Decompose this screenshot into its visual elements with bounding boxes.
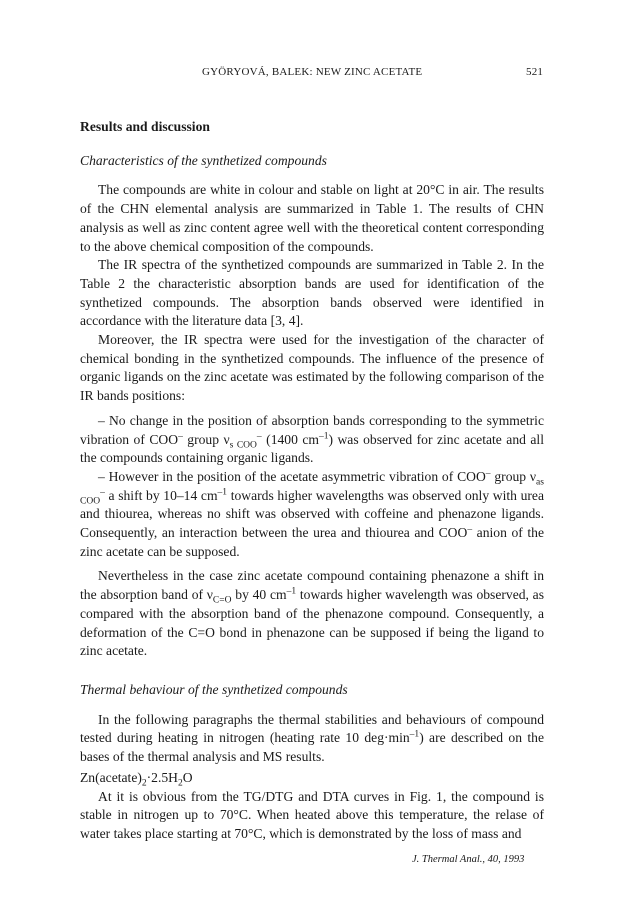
journal-citation: J. Thermal Anal., 40, 1993 xyxy=(412,854,525,865)
paragraph-colour-stability: The compounds are white in colour and stable on light at 20°C in air. The results of the CHN elemental analysis are summarized in Table 1. The results of CHN analysis as well as zinc content agree well with the theoretical content corresponding to the above chemical composition of the compounds. xyxy=(80,182,544,254)
page-number: 521 xyxy=(526,66,544,78)
paragraph-asymmetric-vibration: – However in the position of the acetate asymmetric vibration of COO– group $\nu_{as COO}^-$ a shift by 10–14 $cm^{-1}$ towards higher wavelengths was observed only with urea and thiourea, whereas no shift was observed with coffeine and phenazone ligands. Consequently, an interaction between the urea and thiourea and COO– anion of the zinc acetate can be supposed. xyxy=(80,468,544,559)
running-title: GYÖRYOVÁ, BALEK: NEW ZINC ACETATE xyxy=(202,66,423,78)
subsection-heading-characteristics: Characteristics of the synthetized compounds xyxy=(80,152,327,168)
paragraph-symmetric-vibration: – No change in the position of absorption bands corresponding to the symmetric vibration of COO– group $\nu_{s COO}^-$ (1400 $cm^{-1}$) was observed for zinc acetate and all the compounds containing organic ligands. xyxy=(80,412,544,466)
paragraph-tg-dtg: At it is obvious from the TG/DTG and DTA curves in Fig. 1, the compound is stable in nitrogen up to 70°C. When heated above this temperature, the relase of water takes place starting at 70°C, which is demonstrated by the loss of mass and xyxy=(80,788,544,841)
compound-formula: $Zn(acetate)_2\cdot 2.5H_2O$ xyxy=(80,769,193,789)
section-heading: Results and discussion xyxy=(80,119,210,134)
subsection-heading-thermal: Thermal behaviour of the synthetized compounds xyxy=(80,681,348,697)
paragraph-phenazone-shift: Nevertheless in the case zinc acetate compound containing phenazone a shift in the absorption band of $\nu_{C=O}$ by 40 $cm^{-1}$ towards higher wavelength was observed, as compared with the absorption band of the phenazone compound. Consequently, a deformation of the C=O bond in phenazone can be supposed if being the ligand to zinc acetate. xyxy=(80,568,545,659)
paragraph-ir-spectra: The IR spectra of the synthetized compounds are summarized in Table 2. In the Table 2 the characteristic absorption bands are used for identification of the synthetized compounds. The absorption bands observed were identified in accordance with the literature data [3, 4]. xyxy=(80,257,544,329)
paragraph-chemical-bonding: Moreover, the IR spectra were used for the investigation of the character of chemical bonding in the synthetized compounds. The influence of the presence of organic ligands on the zinc acetate was estimated by the following comparison of the IR bands positions: xyxy=(80,332,544,404)
article-body xyxy=(80,118,544,844)
paragraph-thermal-intro: In the following paragraphs the thermal stabilities and behaviours of compound tested during heating in nitrogen (heating rate 10 $deg\cdot\min^{-1}$) are described on the bases of the thermal analysis and MS results. xyxy=(80,711,544,765)
